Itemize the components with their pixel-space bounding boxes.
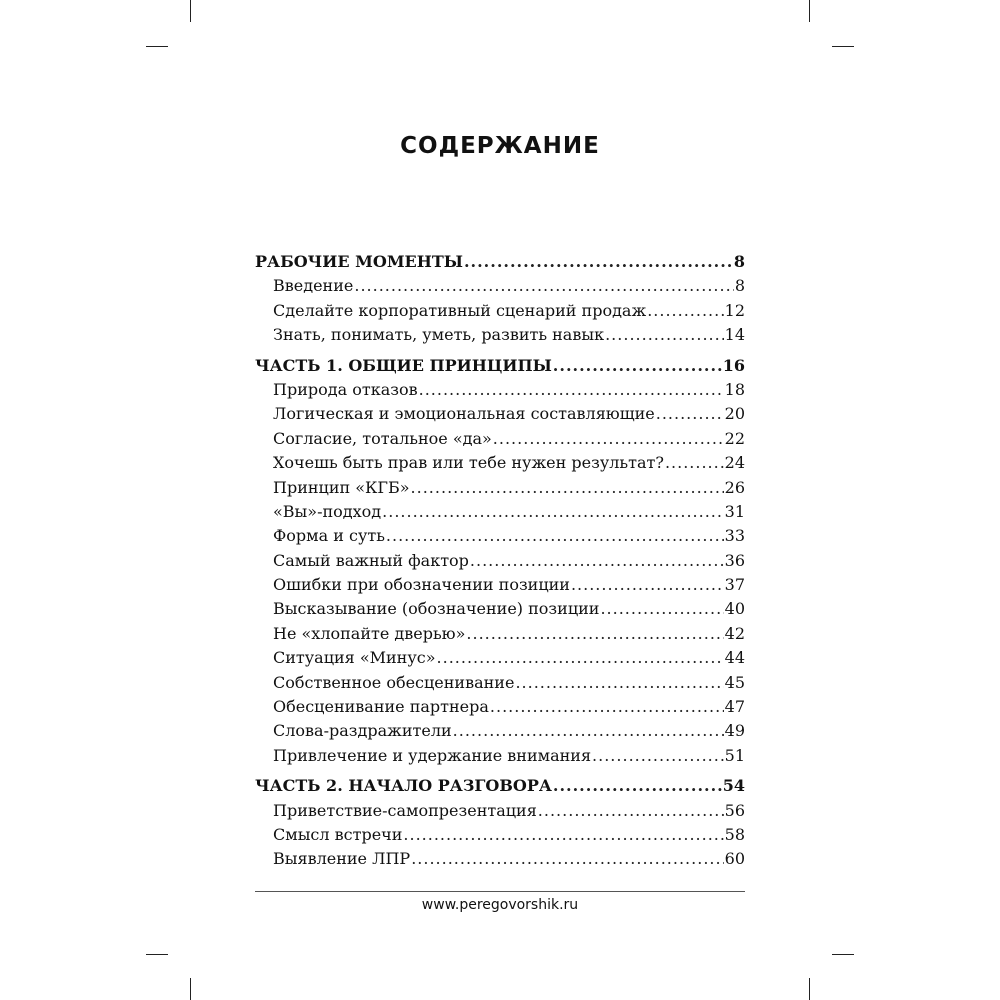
toc-heading-label: РАБОЧИЕ МОМЕНТЫ — [255, 252, 463, 271]
crop-mark — [146, 954, 168, 955]
leader-dots — [592, 744, 724, 768]
leader-dots — [515, 671, 723, 695]
toc-page-number: 40 — [724, 599, 745, 619]
toc-entry-label: Не «хлопайте дверью» — [273, 623, 466, 643]
toc-entry-label: Приветствие-самопрезентация — [273, 800, 537, 820]
leader-dots — [437, 646, 724, 670]
leader-dots — [553, 354, 722, 378]
toc-entry-label: Высказывание (обозначение) позиции — [273, 599, 600, 619]
toc-entry-label: Самый важный фактор — [273, 550, 469, 570]
toc-entry[interactable] — [255, 323, 745, 347]
toc-entry-label: Природа отказов — [273, 379, 418, 399]
leader-dots — [386, 524, 724, 548]
toc-entry[interactable] — [255, 427, 745, 451]
toc-entry[interactable] — [255, 549, 745, 573]
toc-entry-label: Сделайте корпоративный сценарий продаж — [273, 300, 647, 320]
toc-page-number: 44 — [724, 648, 745, 668]
toc-entry[interactable] — [255, 823, 745, 847]
crop-mark — [146, 46, 168, 47]
toc-page-number: 54 — [722, 776, 745, 796]
toc-page-number: 24 — [724, 453, 745, 473]
toc-entry-label: Принцип «КГБ» — [273, 477, 410, 497]
crop-mark — [832, 46, 854, 47]
toc-heading[interactable] — [255, 774, 745, 798]
toc-page-number: 51 — [724, 745, 745, 765]
toc-entry-label: Согласие, тотальное «да» — [273, 428, 492, 448]
toc-page-number: 8 — [733, 252, 745, 271]
toc-entry-label: Смысл встречи — [273, 824, 403, 844]
toc-entry[interactable] — [255, 299, 745, 323]
toc-page-number: 58 — [724, 824, 745, 844]
table-of-contents — [255, 250, 745, 878]
toc-page-number: 20 — [724, 404, 745, 424]
toc-page-number: 47 — [724, 697, 745, 717]
toc-page-number: 33 — [724, 526, 745, 546]
toc-entry-label: Слова-раздражители — [273, 721, 452, 741]
leader-dots — [419, 378, 724, 402]
footer-divider — [255, 891, 745, 892]
leader-dots — [571, 573, 724, 597]
toc-page-number: 42 — [724, 623, 745, 643]
toc-page-number: 12 — [724, 300, 745, 320]
leader-dots — [493, 427, 724, 451]
crop-mark — [809, 0, 810, 22]
leader-dots — [354, 274, 733, 298]
toc-entry[interactable] — [255, 646, 745, 670]
leader-dots — [553, 774, 722, 798]
toc-page-number: 56 — [724, 800, 745, 820]
toc-entry[interactable] — [255, 476, 745, 500]
leader-dots — [600, 597, 723, 621]
toc-entry-label: Выявление ЛПР — [273, 849, 411, 869]
toc-section-part-1 — [255, 354, 745, 769]
toc-heading[interactable] — [255, 250, 745, 274]
leader-dots — [665, 451, 724, 475]
toc-heading-label: ЧАСТЬ 2. НАЧАЛО РАЗГОВОРА — [255, 776, 552, 796]
toc-entry-label: Логическая и эмоциональная составляющие — [273, 404, 655, 424]
toc-page-number: 22 — [724, 428, 745, 448]
toc-entry[interactable] — [255, 451, 745, 475]
toc-heading[interactable] — [255, 354, 745, 378]
toc-entry[interactable] — [255, 274, 745, 298]
toc-entry[interactable] — [255, 622, 745, 646]
crop-mark — [832, 954, 854, 955]
toc-entry[interactable] — [255, 597, 745, 621]
toc-entry-label: Привлечение и удержание внимания — [273, 745, 592, 765]
toc-entry-label: Введение — [273, 276, 354, 296]
toc-entry[interactable] — [255, 799, 745, 823]
toc-entry-label: Обесценивание партнера — [273, 697, 489, 717]
leader-dots — [470, 549, 724, 573]
leader-dots — [453, 719, 724, 743]
toc-section-part-2 — [255, 774, 745, 872]
crop-mark — [809, 978, 810, 1000]
toc-page-number: 60 — [724, 849, 745, 869]
toc-page-number: 37 — [724, 575, 745, 595]
toc-page-number: 18 — [724, 379, 745, 399]
toc-entry[interactable] — [255, 524, 745, 548]
toc-heading-label: ЧАСТЬ 1. ОБЩИЕ ПРИНЦИПЫ — [255, 355, 552, 375]
leader-dots — [382, 500, 724, 524]
page-title: СОДЕРЖАНИЕ — [400, 133, 600, 159]
leader-dots — [605, 323, 724, 347]
toc-page-number: 49 — [724, 721, 745, 741]
toc-entry[interactable] — [255, 500, 745, 524]
leader-dots — [647, 299, 723, 323]
leader-dots — [403, 823, 723, 847]
crop-mark — [190, 0, 191, 22]
toc-page-number: 26 — [724, 477, 745, 497]
leader-dots — [656, 402, 724, 426]
toc-page-number: 16 — [722, 355, 745, 375]
toc-entry[interactable] — [255, 402, 745, 426]
toc-page-number: 14 — [724, 325, 745, 345]
toc-entry-label: Хочешь быть прав или тебе нужен результат? — [273, 453, 664, 473]
footer-url[interactable]: www.peregovorshik.ru — [421, 897, 579, 913]
toc-entry-label: «Вы»-подход — [273, 501, 382, 521]
toc-page-number: 8 — [734, 276, 745, 296]
toc-entry[interactable] — [255, 744, 745, 768]
toc-entry[interactable] — [255, 573, 745, 597]
leader-dots — [411, 476, 724, 500]
leader-dots — [466, 622, 723, 646]
toc-entry[interactable] — [255, 847, 745, 871]
toc-section-working-moments — [255, 250, 745, 348]
toc-entry-label: Собственное обесценивание — [273, 672, 515, 692]
toc-entry-label: Форма и суть — [273, 526, 385, 546]
toc-entry[interactable] — [255, 671, 745, 695]
toc-entry[interactable] — [255, 719, 745, 743]
leader-dots — [538, 799, 724, 823]
toc-entry-label: Знать, понимать, уметь, развить навык — [273, 325, 605, 345]
toc-entry[interactable] — [255, 378, 745, 402]
toc-page-number: 45 — [724, 672, 745, 692]
toc-entry-label: Ситуация «Минус» — [273, 648, 436, 668]
leader-dots — [490, 695, 724, 719]
toc-entry[interactable] — [255, 695, 745, 719]
crop-mark — [190, 978, 191, 1000]
toc-page-number: 31 — [724, 501, 745, 521]
toc-entry-label: Ошибки при обозначении позиции — [273, 575, 570, 595]
toc-page-number: 36 — [724, 550, 745, 570]
leader-dots — [464, 250, 733, 274]
leader-dots — [411, 847, 723, 871]
